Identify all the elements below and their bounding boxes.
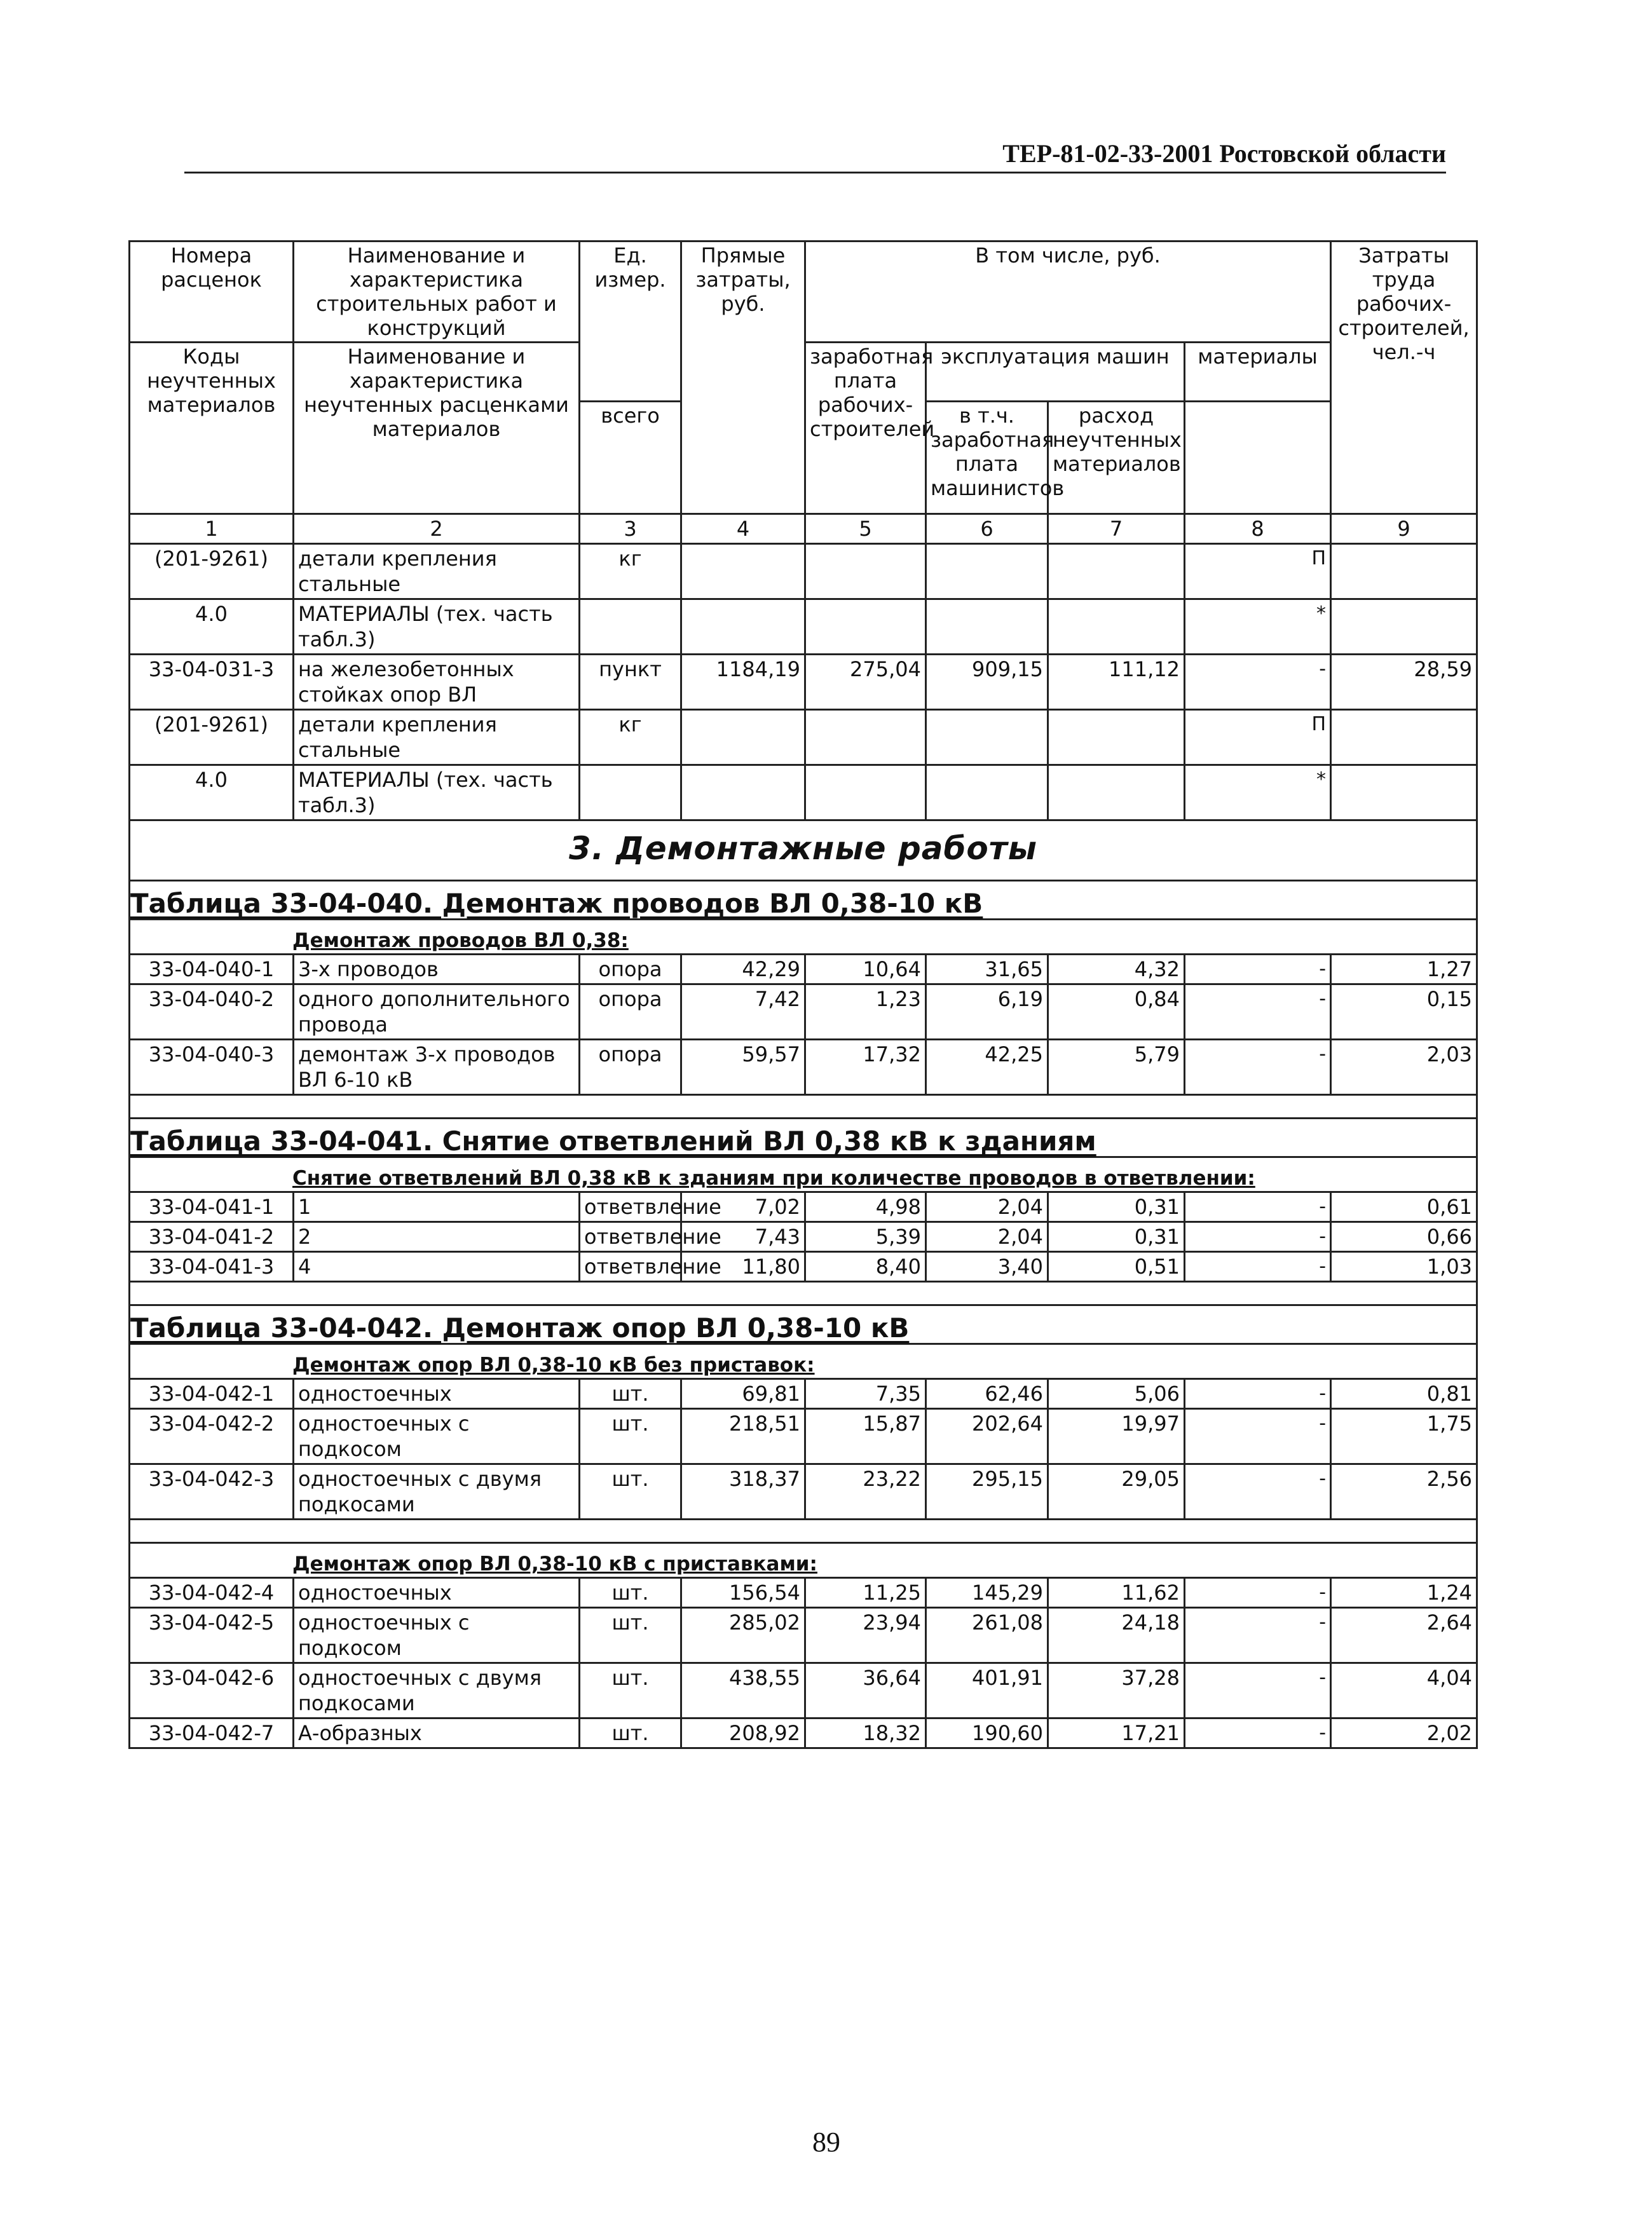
rate-code-cell: 33-04-040-1 bbox=[130, 955, 294, 984]
unit-cell: шт. bbox=[580, 1464, 681, 1520]
materials-cell: - bbox=[1185, 1409, 1331, 1464]
labor-cell: 28,59 bbox=[1331, 655, 1477, 710]
machinists-wages-cell: 0,84 bbox=[1048, 984, 1185, 1040]
wages-cell: 11,25 bbox=[805, 1578, 926, 1608]
table-row bbox=[130, 1409, 1477, 1464]
wages-cell: 17,32 bbox=[805, 1040, 926, 1095]
rate-code-cell: 33-04-040-2 bbox=[130, 984, 294, 1040]
rate-code-cell: 33-04-042-4 bbox=[130, 1578, 294, 1608]
rate-code-cell: 33-04-041-2 bbox=[130, 1222, 294, 1252]
materials-cell: * bbox=[1185, 599, 1331, 655]
work-name-cell: МАТЕРИАЛЫ (тех. часть табл.3) bbox=[294, 765, 580, 820]
unit-cell: шт. bbox=[580, 1718, 681, 1748]
machines-cost-cell bbox=[926, 599, 1048, 655]
table-title-row bbox=[130, 1305, 1477, 1344]
labor-cell: 1,27 bbox=[1331, 955, 1477, 984]
labor-cell: 0,81 bbox=[1331, 1379, 1477, 1409]
materials-cell: - bbox=[1185, 1222, 1331, 1252]
spacer-cell bbox=[130, 1520, 1477, 1543]
unit-cell: шт. bbox=[580, 1608, 681, 1663]
machinists-wages-cell: 37,28 bbox=[1048, 1663, 1185, 1718]
materials-cell: - bbox=[1185, 655, 1331, 710]
unit-cell: ответвление bbox=[580, 1192, 681, 1222]
wages-cell: 23,22 bbox=[805, 1464, 926, 1520]
wages-cell: 275,04 bbox=[805, 655, 926, 710]
group-title-row bbox=[130, 1543, 1477, 1578]
table-row bbox=[130, 1608, 1477, 1663]
wages-cell: 36,64 bbox=[805, 1663, 926, 1718]
rate-code-cell: 33-04-042-7 bbox=[130, 1718, 294, 1748]
direct-costs-cell: 59,57 bbox=[681, 1040, 805, 1095]
machines-cost-cell bbox=[926, 710, 1048, 765]
materials-cell: - bbox=[1185, 1192, 1331, 1222]
machinists-wages-cell: 17,21 bbox=[1048, 1718, 1185, 1748]
col-number: 4 bbox=[681, 514, 805, 544]
machinists-wages-cell bbox=[1048, 710, 1185, 765]
unit-cell: пункт bbox=[580, 655, 681, 710]
work-name-cell: одностоечных с подкосом bbox=[294, 1409, 580, 1464]
table-title-cell bbox=[130, 881, 1477, 920]
machines-cost-cell: 2,04 bbox=[926, 1192, 1048, 1222]
header-name-materials: Наименование и характеристика неучтенных расценками материалов bbox=[294, 343, 580, 514]
direct-costs-cell bbox=[681, 710, 805, 765]
unit-cell: шт. bbox=[580, 1663, 681, 1718]
unit-cell: ответвление bbox=[580, 1222, 681, 1252]
unit-cell bbox=[580, 765, 681, 820]
header-unit: Ед. измер. bbox=[580, 242, 681, 402]
materials-cell: П bbox=[1185, 710, 1331, 765]
table-title-cell bbox=[130, 1305, 1477, 1344]
materials-cell: - bbox=[1185, 955, 1331, 984]
machines-cost-cell: 202,64 bbox=[926, 1409, 1048, 1464]
work-name-cell: 3-х проводов bbox=[294, 955, 580, 984]
unit-cell bbox=[580, 599, 681, 655]
labor-cell: 2,03 bbox=[1331, 1040, 1477, 1095]
wages-cell bbox=[805, 599, 926, 655]
group-title: Снятие ответвлений ВЛ 0,38 кВ к зданиям при количестве проводов в ответвлении: bbox=[292, 1167, 1255, 1190]
col-number: 9 bbox=[1331, 514, 1477, 544]
group-title-row bbox=[130, 1344, 1477, 1379]
spacer-row bbox=[130, 1282, 1477, 1305]
unit-cell: опора bbox=[580, 955, 681, 984]
rate-code-cell: 33-04-041-3 bbox=[130, 1252, 294, 1282]
materials-cell: - bbox=[1185, 984, 1331, 1040]
group-title: Демонтаж опор ВЛ 0,38-10 кВ с приставками: bbox=[292, 1553, 817, 1575]
table-row bbox=[130, 984, 1477, 1040]
rates-table bbox=[128, 240, 1478, 1749]
materials-cell: - bbox=[1185, 1379, 1331, 1409]
spacer-cell bbox=[130, 1282, 1477, 1305]
rate-code-cell: 33-04-042-3 bbox=[130, 1464, 294, 1520]
wages-cell bbox=[805, 710, 926, 765]
direct-costs-cell: 285,02 bbox=[681, 1608, 805, 1663]
machines-cost-cell: 31,65 bbox=[926, 955, 1048, 984]
materials-cell: * bbox=[1185, 765, 1331, 820]
work-name-cell: одностоечных bbox=[294, 1578, 580, 1608]
machines-cost-cell: 295,15 bbox=[926, 1464, 1048, 1520]
work-name-cell: на железобетонных стойках опор ВЛ bbox=[294, 655, 580, 710]
labor-cell: 1,75 bbox=[1331, 1409, 1477, 1464]
group-title-row bbox=[130, 920, 1477, 955]
table-title: Таблица 33-04-041. Снятие ответвлений ВЛ 0,38 кВ к зданиям bbox=[130, 1126, 1096, 1157]
direct-costs-cell bbox=[681, 765, 805, 820]
wages-cell bbox=[805, 765, 926, 820]
table-row bbox=[130, 1379, 1477, 1409]
machines-cost-cell bbox=[926, 765, 1048, 820]
machinists-wages-cell bbox=[1048, 765, 1185, 820]
rate-code-cell: 33-04-041-1 bbox=[130, 1192, 294, 1222]
direct-costs-cell: 11,80 bbox=[681, 1252, 805, 1282]
labor-cell bbox=[1331, 599, 1477, 655]
labor-cell bbox=[1331, 544, 1477, 599]
rate-code-cell: 33-04-042-6 bbox=[130, 1663, 294, 1718]
machinists-wages-cell: 5,79 bbox=[1048, 1040, 1185, 1095]
rate-code-cell: 33-04-042-1 bbox=[130, 1379, 294, 1409]
header-machines-total: всего bbox=[580, 402, 681, 514]
machinists-wages-cell bbox=[1048, 599, 1185, 655]
group-title: Демонтаж проводов ВЛ 0,38: bbox=[292, 929, 629, 952]
page-header: ТЕР-81-02-33-2001 Ростовской области bbox=[1002, 139, 1446, 168]
header-materials-unaccounted: расход неучтенных материалов bbox=[1048, 402, 1185, 514]
wages-cell: 18,32 bbox=[805, 1718, 926, 1748]
direct-costs-cell: 42,29 bbox=[681, 955, 805, 984]
table-row bbox=[130, 655, 1477, 710]
group-title-cell bbox=[130, 1543, 1477, 1578]
materials-cell: - bbox=[1185, 1718, 1331, 1748]
work-name-cell: одностоечных с двумя подкосами bbox=[294, 1464, 580, 1520]
direct-costs-cell: 7,43 bbox=[681, 1222, 805, 1252]
rate-code-cell: 33-04-040-3 bbox=[130, 1040, 294, 1095]
table-title: Таблица 33-04-042. Демонтаж опор ВЛ 0,38-10 кВ bbox=[130, 1312, 910, 1344]
table-row bbox=[130, 1252, 1477, 1282]
table-row bbox=[130, 765, 1477, 820]
rate-code-cell: (201-9261) bbox=[130, 710, 294, 765]
wages-cell: 8,40 bbox=[805, 1252, 926, 1282]
col-number: 8 bbox=[1185, 514, 1331, 544]
header-name: Наименование и характеристика строительных работ и конструкций bbox=[294, 242, 580, 343]
table-row bbox=[130, 710, 1477, 765]
direct-costs-cell bbox=[681, 544, 805, 599]
work-name-cell: одностоечных bbox=[294, 1379, 580, 1409]
table-row bbox=[130, 1192, 1477, 1222]
col-number: 7 bbox=[1048, 514, 1185, 544]
section-title: 3. Демонтажные работы bbox=[569, 830, 1037, 867]
spacer-row bbox=[130, 1095, 1477, 1119]
direct-costs-cell bbox=[681, 599, 805, 655]
group-title: Демонтаж опор ВЛ 0,38-10 кВ без приставок: bbox=[292, 1354, 815, 1377]
work-name-cell: одностоечных с двумя подкосами bbox=[294, 1663, 580, 1718]
labor-cell: 4,04 bbox=[1331, 1663, 1477, 1718]
group-title-cell bbox=[130, 920, 1477, 955]
direct-costs-cell: 69,81 bbox=[681, 1379, 805, 1409]
work-name-cell: одного дополнительного провода bbox=[294, 984, 580, 1040]
labor-cell: 2,64 bbox=[1331, 1608, 1477, 1663]
labor-cell bbox=[1331, 765, 1477, 820]
group-title-cell bbox=[130, 1344, 1477, 1379]
table-row bbox=[130, 1663, 1477, 1718]
materials-cell: - bbox=[1185, 1663, 1331, 1718]
table-row bbox=[130, 1040, 1477, 1095]
labor-cell bbox=[1331, 710, 1477, 765]
group-title-cell bbox=[130, 1157, 1477, 1192]
wages-cell: 4,98 bbox=[805, 1192, 926, 1222]
machines-cost-cell: 2,04 bbox=[926, 1222, 1048, 1252]
unit-cell: шт. bbox=[580, 1409, 681, 1464]
table-title-row bbox=[130, 881, 1477, 920]
unit-cell: опора bbox=[580, 1040, 681, 1095]
materials-cell: - bbox=[1185, 1252, 1331, 1282]
wages-cell: 23,94 bbox=[805, 1608, 926, 1663]
col-number: 5 bbox=[805, 514, 926, 544]
machinists-wages-cell: 4,32 bbox=[1048, 955, 1185, 984]
direct-costs-cell: 318,37 bbox=[681, 1464, 805, 1520]
wages-cell: 5,39 bbox=[805, 1222, 926, 1252]
direct-costs-cell: 218,51 bbox=[681, 1409, 805, 1464]
direct-costs-cell: 1184,19 bbox=[681, 655, 805, 710]
materials-cell: - bbox=[1185, 1040, 1331, 1095]
work-name-cell: детали крепления стальные bbox=[294, 710, 580, 765]
machines-cost-cell: 145,29 bbox=[926, 1578, 1048, 1608]
machinists-wages-cell: 0,51 bbox=[1048, 1252, 1185, 1282]
table-row bbox=[130, 544, 1477, 599]
unit-cell: кг bbox=[580, 710, 681, 765]
work-name-cell: одностоечных с подкосом bbox=[294, 1608, 580, 1663]
materials-cell: П bbox=[1185, 544, 1331, 599]
rate-code-cell: 33-04-042-2 bbox=[130, 1409, 294, 1464]
machines-cost-cell: 190,60 bbox=[926, 1718, 1048, 1748]
wages-cell: 7,35 bbox=[805, 1379, 926, 1409]
header-including: В том числе, руб. bbox=[805, 242, 1331, 343]
unit-cell: опора bbox=[580, 984, 681, 1040]
machines-cost-cell: 261,08 bbox=[926, 1608, 1048, 1663]
machinists-wages-cell: 0,31 bbox=[1048, 1192, 1185, 1222]
table-row bbox=[130, 1464, 1477, 1520]
direct-costs-cell: 156,54 bbox=[681, 1578, 805, 1608]
labor-cell: 0,15 bbox=[1331, 984, 1477, 1040]
work-name-cell: 4 bbox=[294, 1252, 580, 1282]
direct-costs-cell: 208,92 bbox=[681, 1718, 805, 1748]
unit-cell: шт. bbox=[580, 1578, 681, 1608]
work-name-cell: 1 bbox=[294, 1192, 580, 1222]
machines-cost-cell: 6,19 bbox=[926, 984, 1048, 1040]
col-number: 2 bbox=[294, 514, 580, 544]
header-codes: Номера расценок bbox=[130, 242, 294, 343]
wages-cell: 1,23 bbox=[805, 984, 926, 1040]
direct-costs-cell: 438,55 bbox=[681, 1663, 805, 1718]
header-labor: Затраты труда рабочих-строителей, чел.-ч bbox=[1331, 242, 1477, 514]
table-row bbox=[130, 1222, 1477, 1252]
col-number: 3 bbox=[580, 514, 681, 544]
header-materials: материалы bbox=[1185, 343, 1331, 402]
header-rule bbox=[184, 172, 1446, 174]
table-title-cell bbox=[130, 1119, 1477, 1157]
machinists-wages-cell: 5,06 bbox=[1048, 1379, 1185, 1409]
unit-cell: кг bbox=[580, 544, 681, 599]
direct-costs-cell: 7,02 bbox=[681, 1192, 805, 1222]
work-name-cell: демонтаж 3-х проводов ВЛ 6-10 кВ bbox=[294, 1040, 580, 1095]
labor-cell: 2,02 bbox=[1331, 1718, 1477, 1748]
machinists-wages-cell: 11,62 bbox=[1048, 1578, 1185, 1608]
col-number: 6 bbox=[926, 514, 1048, 544]
header-wages: заработная плата рабочих-строителей bbox=[805, 343, 926, 514]
table-title: Таблица 33-04-040. Демонтаж проводов ВЛ 0,38-10 кВ bbox=[130, 888, 983, 919]
unit-cell: шт. bbox=[580, 1379, 681, 1409]
machinists-wages-cell bbox=[1048, 544, 1185, 599]
labor-cell: 1,24 bbox=[1331, 1578, 1477, 1608]
header-codes-materials: Коды неучтенных материалов bbox=[130, 343, 294, 514]
table-row bbox=[130, 599, 1477, 655]
materials-cell: - bbox=[1185, 1608, 1331, 1663]
labor-cell: 1,03 bbox=[1331, 1252, 1477, 1282]
machinists-wages-cell: 0,31 bbox=[1048, 1222, 1185, 1252]
work-name-cell: А-образных bbox=[294, 1718, 580, 1748]
machines-cost-cell: 42,25 bbox=[926, 1040, 1048, 1095]
work-name-cell: МАТЕРИАЛЫ (тех. часть табл.3) bbox=[294, 599, 580, 655]
labor-cell: 2,56 bbox=[1331, 1464, 1477, 1520]
col-number: 1 bbox=[130, 514, 294, 544]
machinists-wages-cell: 111,12 bbox=[1048, 655, 1185, 710]
table-row bbox=[130, 955, 1477, 984]
materials-cell: - bbox=[1185, 1464, 1331, 1520]
rate-code-cell: 4.0 bbox=[130, 765, 294, 820]
header-machines: эксплуатация машин bbox=[926, 343, 1185, 402]
machines-cost-cell: 909,15 bbox=[926, 655, 1048, 710]
rate-code-cell: 4.0 bbox=[130, 599, 294, 655]
machines-cost-cell: 401,91 bbox=[926, 1663, 1048, 1718]
wages-cell: 15,87 bbox=[805, 1409, 926, 1464]
work-name-cell: детали крепления стальные bbox=[294, 544, 580, 599]
rate-code-cell: 33-04-031-3 bbox=[130, 655, 294, 710]
group-title-row bbox=[130, 1157, 1477, 1192]
wages-cell bbox=[805, 544, 926, 599]
machinists-wages-cell: 19,97 bbox=[1048, 1409, 1185, 1464]
machines-cost-cell: 62,46 bbox=[926, 1379, 1048, 1409]
table-title-row bbox=[130, 1119, 1477, 1157]
header-direct-costs: Прямые затраты, руб. bbox=[681, 242, 805, 514]
work-name-cell: 2 bbox=[294, 1222, 580, 1252]
rate-code-cell: (201-9261) bbox=[130, 544, 294, 599]
wages-cell: 10,64 bbox=[805, 955, 926, 984]
header-machines-wages: в т.ч. заработная плата машинистов bbox=[926, 402, 1048, 514]
unit-cell: ответвление bbox=[580, 1252, 681, 1282]
table-row bbox=[130, 1718, 1477, 1748]
table-row bbox=[130, 1578, 1477, 1608]
page-number: 89 bbox=[812, 2127, 840, 2158]
machines-cost-cell bbox=[926, 544, 1048, 599]
spacer-row bbox=[130, 1520, 1477, 1543]
spacer-cell bbox=[130, 1095, 1477, 1119]
rate-code-cell: 33-04-042-5 bbox=[130, 1608, 294, 1663]
machines-cost-cell: 3,40 bbox=[926, 1252, 1048, 1282]
materials-cell: - bbox=[1185, 1578, 1331, 1608]
labor-cell: 0,66 bbox=[1331, 1222, 1477, 1252]
machinists-wages-cell: 29,05 bbox=[1048, 1464, 1185, 1520]
section-row bbox=[130, 820, 1477, 881]
direct-costs-cell: 7,42 bbox=[681, 984, 805, 1040]
machinists-wages-cell: 24,18 bbox=[1048, 1608, 1185, 1663]
section-cell bbox=[130, 820, 1477, 881]
labor-cell: 0,61 bbox=[1331, 1192, 1477, 1222]
